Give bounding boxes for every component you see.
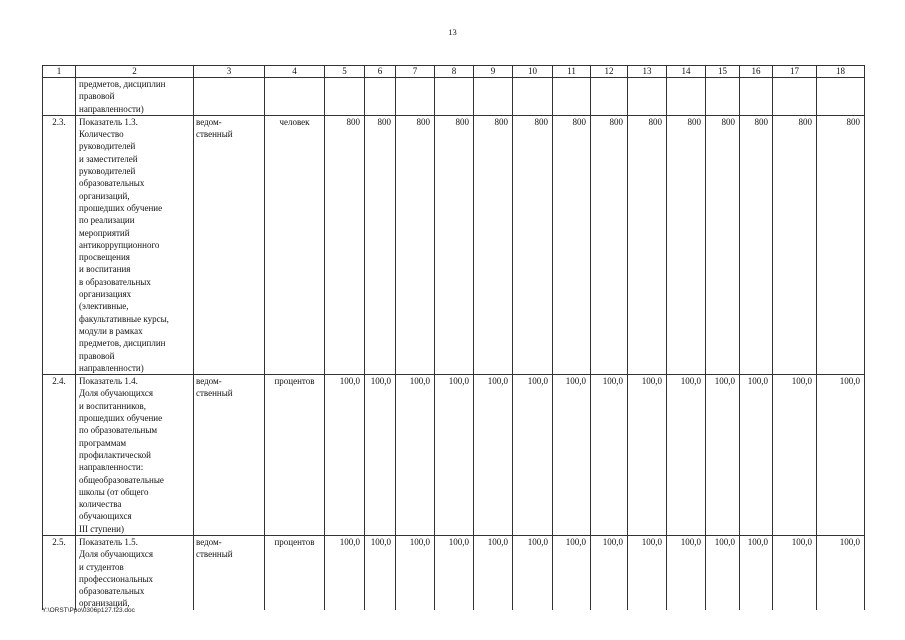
value-cell: 100,0 [435,375,474,536]
indicator-name: Показатель 1.3. Количество руководителей и заместителей руководителей образовательных организаций, прошедших обучение по реализации мероприятий антикоррупционного просвещения и воспитания в образовательных организациях (элективные, факультативные курсы, модули в рамках предметов, дисциплин правовой направленности) [76,115,194,374]
value-cell: 100,0 [628,375,667,536]
column-number-1: 1 [43,66,76,78]
value-cell: 800 [513,115,553,374]
data-source: ведом- ственный [194,115,265,374]
value-cell: 100,0 [325,535,365,609]
column-number-13: 13 [628,66,667,78]
value-cell: 800 [553,115,591,374]
column-number-12: 12 [591,66,628,78]
value-cell: 100,0 [513,375,553,536]
row-number: 2.3. [43,115,76,374]
row-number: 2.5. [43,535,76,609]
value-cell: 100,0 [628,535,667,609]
value-cell [474,78,513,116]
value-cell [667,78,706,116]
table-row [43,115,865,374]
header-row [43,66,865,78]
column-number-6: 6 [365,66,396,78]
unit-of-measure: процентов [265,535,325,609]
table-row [43,535,865,609]
value-cell: 100,0 [396,535,435,609]
value-cell: 100,0 [474,535,513,609]
unit-of-measure: процентов [265,375,325,536]
indicators-table [42,65,865,610]
column-number-2: 2 [76,66,194,78]
value-cell: 100,0 [667,535,706,609]
unit-of-measure [265,78,325,116]
value-cell [553,78,591,116]
data-source: ведом- ственный [194,375,265,536]
value-cell: 800 [667,115,706,374]
value-cell: 800 [628,115,667,374]
indicator-name: предметов, дисциплин правовой направленности) [76,78,194,116]
unit-of-measure: человек [265,115,325,374]
value-cell: 100,0 [817,375,865,536]
column-number-10: 10 [513,66,553,78]
file-path-footer: Y:\ORST\Ppo\0306p127.f23.doc [42,607,135,614]
value-cell: 100,0 [773,535,817,609]
row-number [43,78,76,116]
value-cell [591,78,628,116]
column-number-14: 14 [667,66,706,78]
value-cell: 100,0 [474,375,513,536]
value-cell: 100,0 [706,375,740,536]
data-source [194,78,265,116]
column-number-17: 17 [773,66,817,78]
column-number-15: 15 [706,66,740,78]
value-cell: 100,0 [706,535,740,609]
value-cell: 100,0 [396,375,435,536]
value-cell: 800 [396,115,435,374]
column-number-3: 3 [194,66,265,78]
column-number-5: 5 [325,66,365,78]
value-cell: 100,0 [591,375,628,536]
value-cell [773,78,817,116]
value-cell: 800 [435,115,474,374]
indicator-name: Показатель 1.5. Доля обучающихся и студентов профессиональных образовательных организаций, [76,535,194,609]
value-cell: 800 [474,115,513,374]
value-cell [817,78,865,116]
row-number: 2.4. [43,375,76,536]
column-number-11: 11 [553,66,591,78]
value-cell [513,78,553,116]
data-source: ведом- ственный [194,535,265,609]
value-cell: 800 [817,115,865,374]
value-cell [740,78,773,116]
indicator-name: Показатель 1.4. Доля обучающихся и воспитанников, прошедших обучение по образовательным программам профилактической направленности: общеобразовательные школы (от общего количества обучающихся III ступени) [76,375,194,536]
value-cell: 100,0 [365,535,396,609]
column-number-9: 9 [474,66,513,78]
value-cell [435,78,474,116]
value-cell: 100,0 [773,375,817,536]
value-cell: 800 [773,115,817,374]
value-cell: 100,0 [365,375,396,536]
column-number-8: 8 [435,66,474,78]
value-cell [325,78,365,116]
value-cell [365,78,396,116]
value-cell [706,78,740,116]
value-cell [396,78,435,116]
value-cell: 800 [591,115,628,374]
value-cell: 800 [706,115,740,374]
value-cell: 800 [325,115,365,374]
value-cell: 100,0 [325,375,365,536]
value-cell [628,78,667,116]
value-cell: 100,0 [817,535,865,609]
column-number-7: 7 [396,66,435,78]
table-row [43,78,865,116]
value-cell: 100,0 [435,535,474,609]
table-row [43,375,865,536]
column-number-18: 18 [817,66,865,78]
value-cell: 100,0 [513,535,553,609]
value-cell: 100,0 [740,535,773,609]
value-cell: 800 [740,115,773,374]
value-cell: 100,0 [553,375,591,536]
column-number-4: 4 [265,66,325,78]
value-cell: 800 [365,115,396,374]
value-cell: 100,0 [667,375,706,536]
column-number-16: 16 [740,66,773,78]
value-cell: 100,0 [740,375,773,536]
value-cell: 100,0 [553,535,591,609]
page-number: 13 [448,27,457,37]
value-cell: 100,0 [591,535,628,609]
